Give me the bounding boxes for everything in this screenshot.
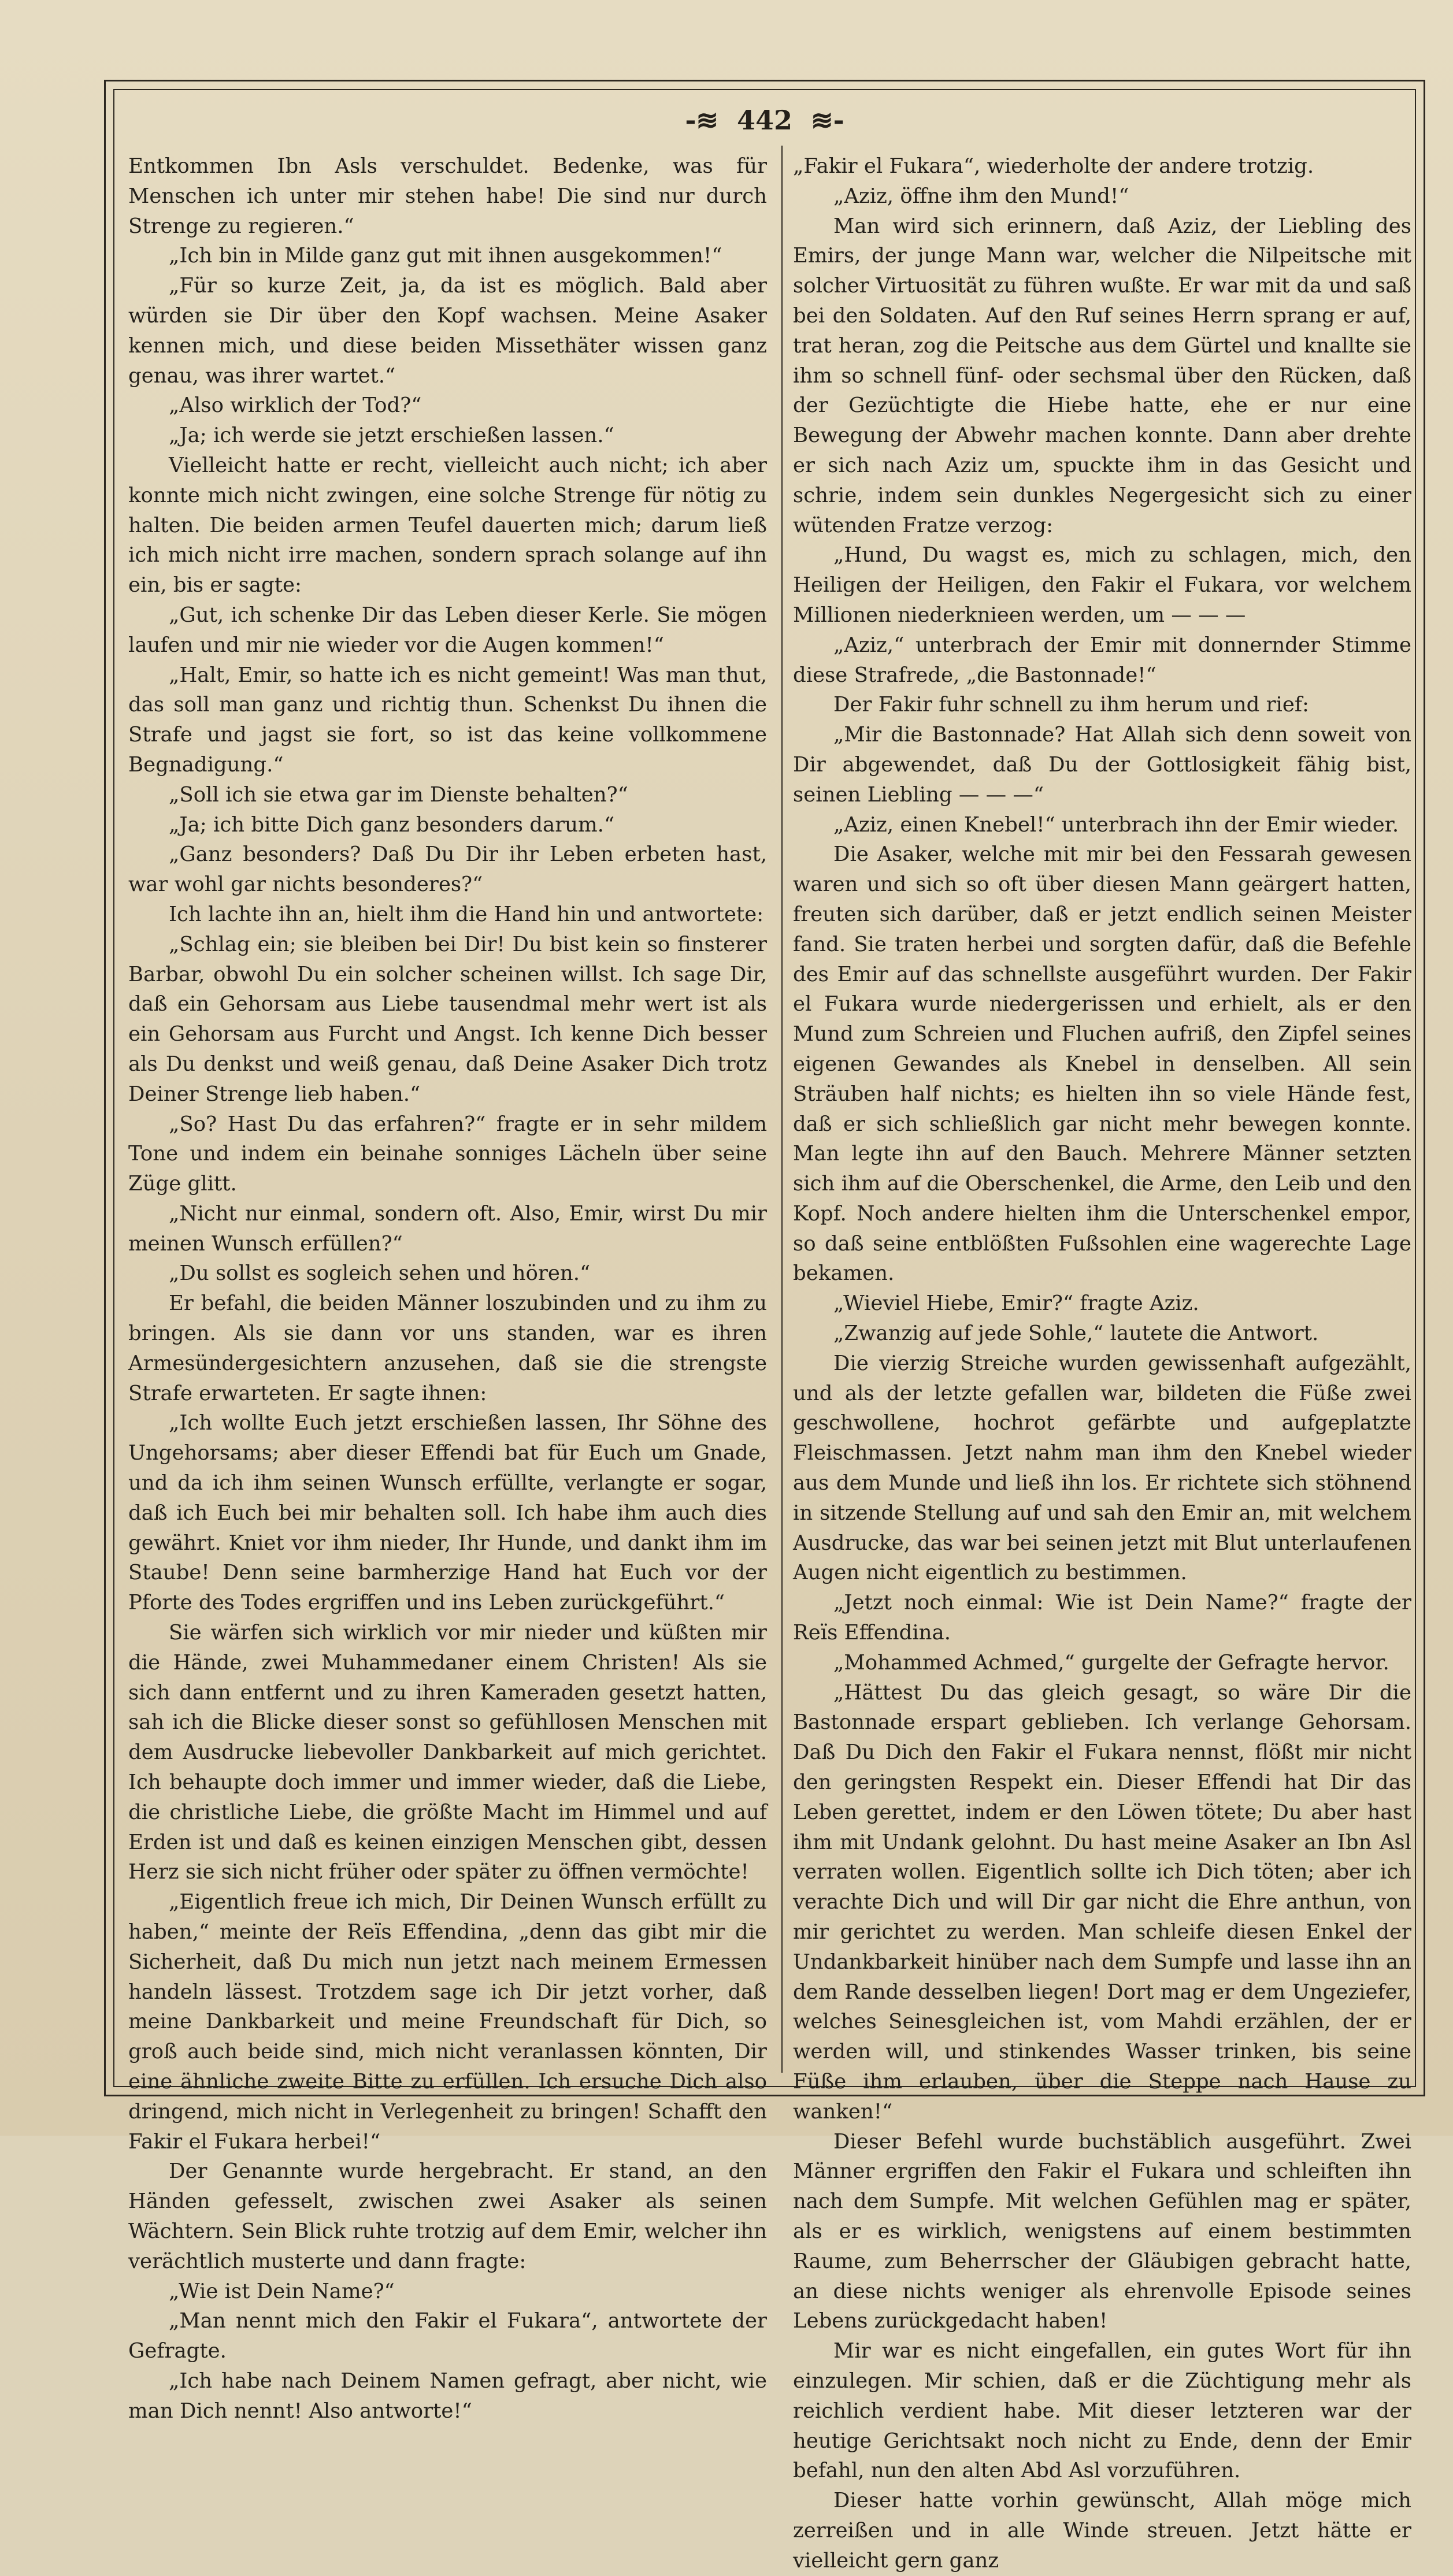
paragraph: „Gut, ich schenke Dir das Leben dieser Kerle. Sie mögen laufen und mir nie wieder vor die Augen kommen!“ bbox=[128, 603, 767, 657]
paragraph: Der Genannte wurde hergebracht. Er stand, an den Händen gefesselt, zwischen zwei Asaker als seinen Wächtern. Sein Blick ruhte trotzig auf dem Emir, welcher ihn verächtlich musterte und dann fragte: bbox=[128, 2159, 767, 2273]
left-column bbox=[128, 151, 767, 2423]
paragraph: „Ja; ich bitte Dich ganz besonders darum.“ bbox=[169, 812, 615, 837]
paragraph: „Ganz besonders? Daß Du Dir ihr Leben erbeten hast, war wohl gar nichts besonderes?“ bbox=[128, 842, 767, 897]
paragraph: Die vierzig Streiche wurden gewissenhaft aufgezählt, und als der letzte gefallen war, bildeten die Füße zwei geschwollene, hochrot gefärbte und aufgeplatzte Fleischmassen. Jetzt nahm man ihm den Knebel wieder aus dem Munde und ließ ihn los. Er richtete sich stöhnend in sitzende Stellung auf und sah den Emir an, mit welchem Ausdrucke, das war bei seinen jetzt mit Blut unterlaufenen Augen nicht eigentlich zu bestimmen. bbox=[793, 1351, 1411, 1585]
paragraph: Er befahl, die beiden Männer loszubinden und zu ihm zu bringen. Als sie dann vor uns standen, war es ihren Armesündergesichtern anzusehen, daß sie die strengste Strafe erwarteten. Er sagte ihnen: bbox=[128, 1291, 767, 1405]
paragraph: „Ja; ich werde sie jetzt erschießen lassen.“ bbox=[169, 424, 614, 448]
paragraph: „Wie ist Dein Name?“ bbox=[169, 2279, 395, 2303]
paragraph: „Ich wollte Euch jetzt erschießen lassen, Ihr Söhne des Ungehorsams; aber dieser Effendi bat für Euch um Gnade, und da ich ihm seinen Wunsch erfüllte, verlangte er sogar, daß ich Euch bei mir behalten soll. Ich habe ihm auch dies gewährt. Kniet vor ihm nieder, Ihr Hunde, und dankt ihm im Staube! Denn seine barmherzige Hand hat Euch vor der Pforte des Todes ergriffen und ins Leben zurückgeführt.“ bbox=[128, 1411, 767, 1615]
header-ornament-right: ≋- bbox=[811, 105, 844, 136]
paragraph: „Also wirklich der Tod?“ bbox=[169, 394, 422, 418]
paragraph: „Soll ich sie etwa gar im Dienste behalten?“ bbox=[169, 782, 628, 807]
paragraph: Dieser hatte vorhin gewünscht, Allah möge mich zerreißen und in alle Winde streuen. Jetzt hätte er vielleicht gern ganz bbox=[793, 2489, 1411, 2573]
paragraph: „Wieviel Hiebe, Emir?“ fragte Aziz. bbox=[833, 1291, 1199, 1316]
right-column bbox=[793, 151, 1411, 2573]
page-number: 442 bbox=[736, 105, 793, 136]
page-header bbox=[113, 97, 1416, 143]
paragraph: „So? Hast Du das erfahren?“ fragte er in sehr mildem Tone und indem ein beinahe sonniges Lächeln über seine Züge glitt. bbox=[128, 1112, 767, 1196]
paragraph: „Aziz,“ unterbrach der Emir mit donnernder Stimme diese Strafrede, „die Bastonnade!“ bbox=[793, 633, 1411, 687]
paragraph: Sie wärfen sich wirklich vor mir nieder und küßten mir die Hände, zwei Muhammedaner einem Christen! Als sie sich dann entfernt und zu ihren Kameraden gesetzt hatten, sah ich die Blicke dieser sonst so gefühllosen Menschen mit dem Ausdrucke liebevoller Dankbarkeit auf mich gerichtet. Ich behaupte doch immer und immer wieder, daß die Liebe, die christliche Liebe, die größte Macht im Himmel und auf Erden ist und daß es keinen einzigen Menschen gibt, dessen Herz sie sich nicht früher oder später zu öffnen vermöchte! bbox=[128, 1621, 767, 1884]
paragraph: „Jetzt noch einmal: Wie ist Dein Name?“ fragte der Reïs Effendina. bbox=[793, 1591, 1411, 1645]
paragraph: „Für so kurze Zeit, ja, da ist es möglich. Bald aber würden sie Dir über den Kopf wachsen. Meine Asaker kennen mich, und diese beiden Missethäter wissen ganz genau, was ihrer wartet.“ bbox=[128, 274, 767, 388]
paragraph: „Ich habe nach Deinem Namen gefragt, aber nicht, wie man Dich nennt! Also antworte!“ bbox=[128, 2369, 767, 2423]
paragraph: „Schlag ein; sie bleiben bei Dir! Du bist kein so finsterer Barbar, obwohl Du ein solcher scheinen willst. Ich sage Dir, daß ein Gehorsam aus Liebe tausendmal mehr wert ist als ein Gehorsam aus Furcht und Angst. Ich kenne Dich besser als Du denkst und weiß genau, daß Deine Asaker Dich trotz Deiner Strenge lieb haben.“ bbox=[128, 932, 767, 1106]
paragraph: Der Fakir fuhr schnell zu ihm herum und rief: bbox=[833, 693, 1310, 717]
paragraph: „Mohammed Achmed,“ gurgelte der Gefragte hervor. bbox=[833, 1650, 1389, 1675]
paragraph: „Aziz, einen Knebel!“ unterbrach ihn der Emir wieder. bbox=[833, 812, 1399, 837]
paragraph: Vielleicht hatte er recht, vielleicht auch nicht; ich aber konnte mich nicht zwingen, eine solche Strenge für nötig zu halten. Die beiden armen Teufel dauerten mich; darum ließ ich mich nicht irre machen, sondern sprach solange auf ihn ein, bis er sagte: bbox=[128, 453, 767, 597]
paragraph: „Nicht nur einmal, sondern oft. Also, Emir, wirst Du mir meinen Wunsch erfüllen?“ bbox=[128, 1201, 767, 1256]
paragraph: „Hund, Du wagst es, mich zu schlagen, mich, den Heiligen der Heiligen, den Fakir el Fukara, vor welchem Millionen niederknieen werden, um — — — bbox=[793, 543, 1411, 627]
paragraph: Entkommen Ibn Asls verschuldet. Bedenke, was für Menschen ich unter mir stehen habe! Die sind nur durch Strenge zu regieren.“ bbox=[128, 154, 767, 238]
paragraph: „Fakir el Fukara“, wiederholte der andere trotzig. bbox=[793, 154, 1314, 178]
paragraph: „Man nennt mich den Fakir el Fukara“, antwortete der Gefragte. bbox=[128, 2309, 767, 2363]
paragraph: Man wird sich erinnern, daß Aziz, der Liebling des Emirs, der junge Mann war, welcher die Nilpeitsche mit solcher Virtuosität zu führen wußte. Er war mit da und saß bei den Soldaten. Auf den Ruf seines Herrn sprang er auf, trat heran, zog die Peitsche aus dem Gürtel und knallte sie ihm so schnell fünf- oder sechsmal über den Rücken, daß der Gezüchtigte die Hiebe hatte, ehe er nur eine Bewegung der Abwehr machen konnte. Dann aber drehte er sich nach Aziz um, spuckte ihm in das Gesicht und schrie, indem sein dunkles Negergesicht sich zu einer wütenden Fratze verzog: bbox=[793, 214, 1411, 537]
paragraph: Ich lachte ihn an, hielt ihm die Hand hin und antwortete: bbox=[169, 902, 764, 926]
header-ornament-left: -≋ bbox=[685, 105, 718, 136]
paragraph: „Halt, Emir, so hatte ich es nicht gemeint! Was man thut, das soll man ganz und richtig thun. Schenkst Du ihnen die Strafe und jagst sie fort, so ist das keine vollkommene Begnadigung.“ bbox=[128, 663, 767, 777]
paragraph: Mir war es nicht eingefallen, ein gutes Wort für ihn einzulegen. Mir schien, daß er die Züchtigung mehr als reichlich verdient habe. Mit dieser letzteren war der heutige Gerichtsakt noch nicht zu Ende, denn der Emir befahl, nun den alten Abd Asl vorzuführen. bbox=[793, 2339, 1411, 2483]
paragraph: „Zwanzig auf jede Sohle,“ lautete die Antwort. bbox=[833, 1322, 1319, 1346]
paragraph: „Aziz, öffne ihm den Mund!“ bbox=[833, 184, 1129, 208]
paragraph: „Mir die Bastonnade? Hat Allah sich denn soweit von Dir abgewendet, daß Du der Gottlosigkeit fähig bist, seinen Liebling — — —“ bbox=[793, 723, 1411, 807]
column-divider bbox=[781, 146, 783, 2073]
paragraph: Die Asaker, welche mit mir bei den Fessarah gewesen waren und sich so oft über diesen Mann geärgert hatten, freuten sich darüber, daß er jetzt endlich seinen Meister fand. Sie traten herbei und sorgten dafür, daß die Befehle des Emir auf das schnellste ausgeführt wurden. Der Fakir el Fukara wurde niedergerissen und erhielt, als er den Mund zum Schreien und Fluchen aufriß, den Zipfel seines eigenen Gewandes als Knebel in denselben. All sein Sträuben half nichts; es hielten ihn so viele Hände fest, daß er sich schließlich gar nicht mehr bewegen konnte. Man legte ihn auf den Bauch. Mehrere Männer setzten sich ihm auf die Oberschenkel, die Arme, den Leib und den Kopf. Noch andere hielten ihm die Unterschenkel empor, so daß seine entblößten Fußsohlen eine wagerechte Lage bekamen. bbox=[793, 842, 1411, 1286]
paragraph: „Eigentlich freue ich mich, Dir Deinen Wunsch erfüllt zu haben,“ meinte der Reïs Effendina, „denn das gibt mir die Sicherheit, daß Du mich nun jetzt nach meinem Ermessen handeln lässest. Trotzdem sage ich Dir jetzt vorher, daß meine Dankbarkeit und meine Freundschaft für Dich, so groß auch beide sind, mich nicht veranlassen könnten, Dir eine ähnliche zweite Bitte zu erfüllen. Ich ersuche Dich also dringend, mich nicht in Verlegenheit zu bringen! Schafft den Fakir el Fukara herbei!“ bbox=[128, 1890, 767, 2154]
paragraph: Dieser Befehl wurde buchstäblich ausgeführt. Zwei Männer ergriffen den Fakir el Fukara und schleiften ihn nach dem Sumpfe. Mit welchen Gefühlen mag er später, als er es wirklich, wenigstens auf einem bestimmten Raume, zum Beherrscher der Gläubigen gebracht hatte, an diese nichts weniger als ehrenvolle Episode seines Lebens zurückgedacht haben! bbox=[793, 2129, 1411, 2333]
paragraph: „Du sollst es sogleich sehen und hören.“ bbox=[169, 1261, 591, 1286]
paragraph: „Hättest Du das gleich gesagt, so wäre Dir die Bastonnade erspart geblieben. Ich verlange Gehorsam. Daß Du Dich den Fakir el Fukara nennst, flößt mir nicht den geringsten Respekt ein. Dieser Effendi hat Dir das Leben gerettet, indem er den Löwen tötete; Du aber hast ihm mit Undank gelohnt. Du hast meine Asaker an Ibn Asl verraten wollen. Eigentlich sollte ich Dich töten; aber ich verachte Dich und will Dir gar nicht die Ehre anthun, von mir gerichtet zu werden. Man schleife diesen Enkel der Undankbarkeit hinüber nach dem Sumpfe und lasse ihn an dem Rande desselben liegen! Dort mag er dem Ungeziefer, welches Seinesgleichen ist, vom Mahdi erzählen, der er werden will, und stinkendes Wasser trinken, bis seine Füße ihm erlauben, über die Steppe nach Hause zu wanken!“ bbox=[793, 1680, 1411, 2124]
paragraph: „Ich bin in Milde ganz gut mit ihnen ausgekommen!“ bbox=[169, 244, 722, 268]
